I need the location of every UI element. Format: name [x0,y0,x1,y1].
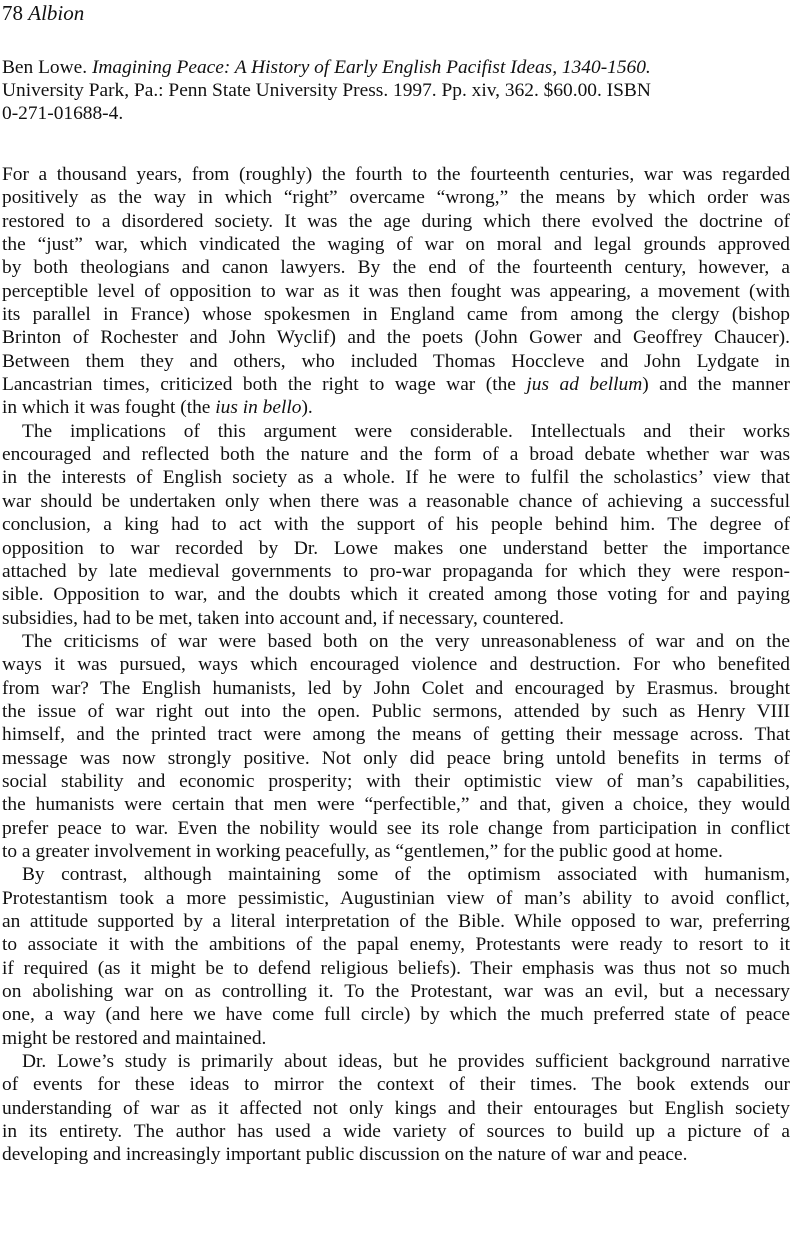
text-line: By contrast, although maintaining some of the optimism associated with humanism, [22,864,790,886]
text-line: attached by late medieval governments to pro-war propaganda for which they were respon- [2,560,790,582]
citation-line [2,56,792,79]
text-line: the issue of war right out into the open. Public sermons, attended by such as Henry VIII [2,700,790,722]
text-line: understanding of war as it affected not only kings and their entourages but English society [2,1097,790,1119]
text-line: perceptible level of opposition to war as it was then fought was appearing, a movement (with [2,280,790,302]
text-line: in which it was fought (the ius in bello). [2,397,313,419]
text-line: to a greater involvement in working peacefully, as “gentlemen,” for the public good at home. [2,840,723,862]
book-citation [2,56,792,125]
text-line: in the interests of English society as a whole. If he were to fulfil the scholastics’ view that [2,467,790,489]
text-line: opposition to war recorded by Dr. Lowe makes one understand better the importance [2,537,790,559]
paragraph [2,1050,790,1167]
running-head [2,0,84,26]
paragraph [2,420,790,630]
text-line: of events for these ideas to mirror the context of their times. The book extends our [2,1074,790,1096]
text-line: restored to a disordered society. It was the age during which there evolved the doctrine of [2,210,790,232]
citation-line [2,79,792,102]
text-line: encouraged and reflected both the nature and the form of a broad debate whether war was [2,444,790,466]
text-line: Protestantism took a more pessimistic, Augustinian view of man’s ability to avoid conflict, [2,887,790,909]
journal-title: Albion [28,1,85,25]
text-line: sible. Opposition to war, and the doubts which it created among those voting for and paying [2,584,790,606]
text-line: might be restored and maintained. [2,1027,267,1049]
text-line: conclusion, a king had to act with the support of his people behind him. The degree of [2,514,790,536]
text-line: The implications of this argument were considerable. Intellectuals and their works [22,420,790,442]
text-line: to associate it with the ambitions of the papal enemy, Protestants were ready to resort to it [2,934,790,956]
text-line: The criticisms of war were based both on the very unreasonableness of war and on the [22,630,790,652]
text-line: Dr. Lowe’s study is primarily about ideas, but he provides sufficient background narrative [22,1051,790,1073]
page-number: 78 [2,1,23,25]
text-line: the “just” war, which vindicated the waging of war on moral and legal grounds approved [2,234,790,256]
citation-author: Ben Lowe. [2,57,92,78]
text-line: Lancastrian times, criticized both the right to wage war (the jus ad bellum) and the manner [2,374,790,396]
citation-line [2,102,792,125]
latin-term: jus ad bellum [526,374,643,396]
text-line: social stability and economic prosperity; with their optimistic view of man’s capabilities, [2,770,790,792]
text-line: from war? The English humanists, led by John Colet and encouraged by Erasmus. brought [2,677,790,699]
citation-publication-details: 0-271-01688-4. [2,103,124,124]
text-line: prefer peace to war. Even the nobility would see its role change from participation in conflict [2,817,790,839]
text-line: if required (as it might be to defend religious beliefs). Their emphasis was thus not so much [2,957,790,979]
text-line: its parallel in France) whose spokesmen in England came from among the clergy (bishop [2,304,790,326]
paragraph [2,163,790,420]
text-line: in its entirety. The author has used a wide variety of sources to build up a picture of a [2,1121,790,1143]
paragraph [2,863,790,1050]
text-line: For a thousand years, from (roughly) the fourth to the fourteenth centuries, war was regarded [2,164,790,185]
text-line: by both theologians and canon lawyers. By the end of the fourteenth century, however, a [2,257,790,279]
text-line: the humanists were certain that men were “perfectible,” and that, given a choice, they would [2,794,790,816]
text-line: one, a way (and here we have come full circle) by which the much preferred state of peace [2,1004,790,1026]
text-line: developing and increasingly important public discussion on the nature of war and peace. [2,1144,688,1166]
text-line: war should be undertaken only when there was a reasonable chance of achieving a successful [2,490,790,512]
latin-term: ius in bello [215,397,302,419]
text-line: ways it was pursued, ways which encouraged violence and destruction. For who benefited [2,654,790,676]
text-line: an attitude supported by a literal interpretation of the Bible. While opposed to war, preferring [2,911,790,932]
paragraph [2,630,790,863]
text-line: on abolishing war on as controlling it. To the Protestant, war was an evil, but a necessary [2,981,790,1003]
text-line: Between them they and others, who included Thomas Hoccleve and John Lydgate in [2,350,790,372]
text-line: subsidies, had to be met, taken into account and, if necessary, countered. [2,607,564,629]
text-line: Brinton of Rochester and John Wyclif) and the poets (John Gower and Geoffrey Chaucer). [2,327,790,349]
citation-publication-details: University Park, Pa.: Penn State University Press. 1997. Pp. xiv, 362. $60.00. ISBN [2,80,651,101]
text-line: himself, and the printed tract were among the means of getting their message across. That [2,724,790,746]
text-line: positively as the way in which “right” overcame “wrong,” the means by which order was [2,187,790,209]
review-body [2,163,790,1167]
citation-book-title: Imagining Peace: A History of Early English Pacifist Ideas, 1340-1560. [91,57,651,78]
text-line: message was now strongly positive. Not only did peace bring untold benefits in terms of [2,747,790,769]
